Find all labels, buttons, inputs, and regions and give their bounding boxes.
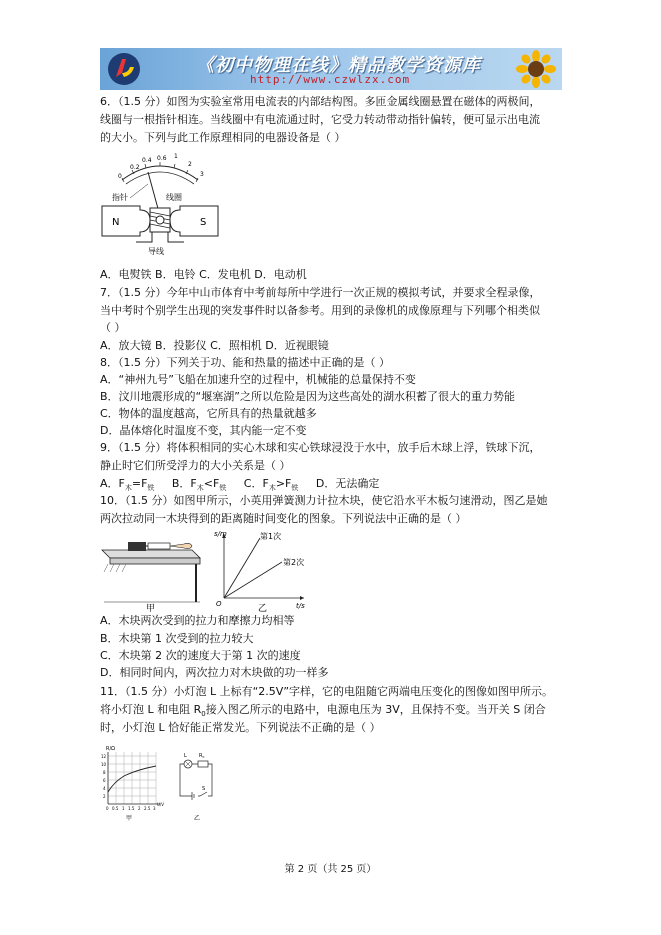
q8-option-d: D．晶体熔化时温度不变，其内能一定不变	[100, 424, 307, 437]
origin-label: O	[216, 600, 222, 608]
magnet-north-label: N	[112, 217, 120, 228]
svg-text:3: 3	[153, 806, 156, 811]
figure-yi-label: 乙	[194, 815, 201, 822]
figure-jia-label: 甲	[126, 815, 133, 822]
ammeter-figure	[100, 150, 220, 260]
q11-stem-line2: 将小灯泡 L 和电阻 $R_0$接入图乙所示的电路中，电源电压为 3V，且保持不变。当开关 S 闭合	[100, 703, 546, 719]
q9-option-a: A．$F_木=F_铁$	[100, 477, 155, 493]
q6-stem-line1: 6．（1.5 分）如图为实验室常用电流表的内部结构图。多匝金属线圈悬置在磁体的两极间，	[100, 95, 541, 108]
q7-stem-line2: 当中考时个别学生出现的突发事件时以备参考。用到的录像机的成像原理与下列哪个相类似	[100, 304, 540, 317]
page-footer: 第 2 页（共 25 页）	[284, 864, 377, 875]
scale-label: 2	[188, 161, 192, 168]
y-axis-label: R/Ω	[106, 746, 115, 752]
q6-options: A．电熨铁 B．电铃 C．发电机 D．电动机	[100, 268, 307, 281]
svg-text:0: 0	[106, 806, 109, 811]
q7-stem-line1: 7．（1.5 分）今年中山市体育中考前每所中学进行一次正规的模拟考试，并要求全程录像，	[100, 286, 541, 299]
magnet-south-label: S	[200, 217, 207, 228]
q6-stem-line3: 的大小。下列与此工作原理相同的电器设备是（ ）	[100, 131, 346, 144]
second-trial-label: 第2次	[283, 558, 305, 567]
q9-options	[100, 477, 379, 495]
y-axis-label: s/m	[214, 530, 227, 538]
svg-text:U/V: U/V	[157, 802, 165, 807]
q10-option-d: D．相同时间内，两次拉力对木块做的功一样多	[100, 666, 329, 679]
q8-stem: 8．（1.5 分）下列关于功、能和热量的描述中正确的是（ ）	[100, 356, 390, 369]
svg-text:2.5: 2.5	[144, 806, 151, 811]
q7-stem-line3: （ ）	[100, 321, 126, 334]
q10-stem-line1: 10．（1.5 分）如图甲所示，小英用弹簧测力计拉木块，使它沿水平木板匀速滑动，图乙是她	[100, 494, 548, 507]
first-trial-line	[224, 538, 260, 598]
svg-text:2: 2	[138, 806, 141, 811]
svg-text:1.5: 1.5	[128, 806, 135, 811]
scale-label: 0.4	[142, 157, 152, 164]
q7-options: A．放大镜 B．投影仪 C．照相机 D．近视眼镜	[100, 339, 329, 352]
q9-option-b: B．$F_木<F_铁$	[171, 477, 227, 493]
svg-text:4: 4	[103, 786, 106, 791]
q9-stem-line2: 静止时它们所受浮力的大小关系是（ ）	[100, 459, 291, 472]
q8-option-c: C．物体的温度越高，它所具有的热量就越多	[100, 407, 317, 420]
svg-text:10: 10	[101, 762, 107, 767]
svg-text:1: 1	[122, 806, 125, 811]
switch-label: S	[202, 786, 206, 792]
q9-stem-line1: 9．（1.5 分）将体积相同的实心木球和实心铁球浸没于水中，放手后木球上浮，铁球下沉，	[100, 441, 541, 454]
q8-option-a: A．“神州九号”飞船在加速升空的过程中，机械能的总量保持不变	[100, 373, 416, 386]
sunflower-icon	[516, 50, 556, 88]
svg-text:6: 6	[103, 778, 106, 783]
q8-option-b: B．汶川地震形成的“堰塞湖”之所以危险是因为这些高处的湖水积蓄了很大的重力势能	[100, 390, 515, 403]
banner-title: 《初中物理在线》精品教学资源库	[196, 55, 481, 76]
q11-stem-line1: 11．（1.5 分）小灯泡 L 上标有“2.5V”字样，它的电阻随它两端电压变化的图像如图甲所示。	[100, 685, 554, 698]
header-banner	[100, 48, 562, 90]
scale-label: 3	[200, 171, 204, 178]
q10-option-a: A．木块两次受到的拉力和摩擦力均相等	[100, 614, 295, 627]
figure-yi-label: 乙	[258, 604, 268, 614]
scale-label: 1	[174, 153, 178, 160]
resistor-icon	[198, 761, 208, 767]
scale-label: 0.2	[130, 164, 140, 171]
logo-icon	[106, 51, 142, 87]
resistor-label: $R_0$	[199, 753, 205, 759]
lamp-label: L	[184, 753, 187, 759]
second-trial-line	[224, 562, 282, 598]
q10-option-b: B．木块第 1 次受到的拉力较大	[100, 632, 254, 645]
q9-option-d: D．无法确定	[315, 477, 380, 490]
scale-label: 0.6	[157, 155, 167, 162]
q10-option-c: C．木块第 2 次的速度大于第 1 次的速度	[100, 649, 301, 662]
scale-label: 0	[118, 173, 122, 180]
q10-stem-line2: 两次拉动同一木块得到的距离随时间变化的图象。下列说法中正确的是（ ）	[100, 512, 467, 525]
first-trial-label: 第1次	[260, 532, 282, 541]
q10-figure	[100, 528, 310, 614]
q11-stem-line3: 时，小灯泡 L 恰好能正常发光。下列说法不正确的是（ ）	[100, 721, 381, 734]
banner-url: http://www.czwlzx.com	[250, 73, 411, 86]
svg-text:12: 12	[101, 754, 107, 759]
figure-jia-label: 甲	[146, 604, 156, 614]
svg-text:0.5: 0.5	[112, 806, 119, 811]
pointer-label: 指针	[112, 193, 128, 202]
x-axis-label: t/s	[296, 602, 305, 610]
svg-text:8: 8	[103, 770, 106, 775]
q11-figure	[100, 742, 220, 850]
q9-option-c: C．$F_木>F_铁$	[243, 477, 299, 493]
coil-label: 线圈	[166, 193, 182, 202]
q6-stem-line2: 线圈与一根指针相连。当线圈中有电流通过时，它受力转动带动指针偏转，便可显示出电流	[100, 113, 540, 126]
wire-label: 导线	[148, 247, 164, 256]
svg-text:2: 2	[103, 794, 106, 799]
